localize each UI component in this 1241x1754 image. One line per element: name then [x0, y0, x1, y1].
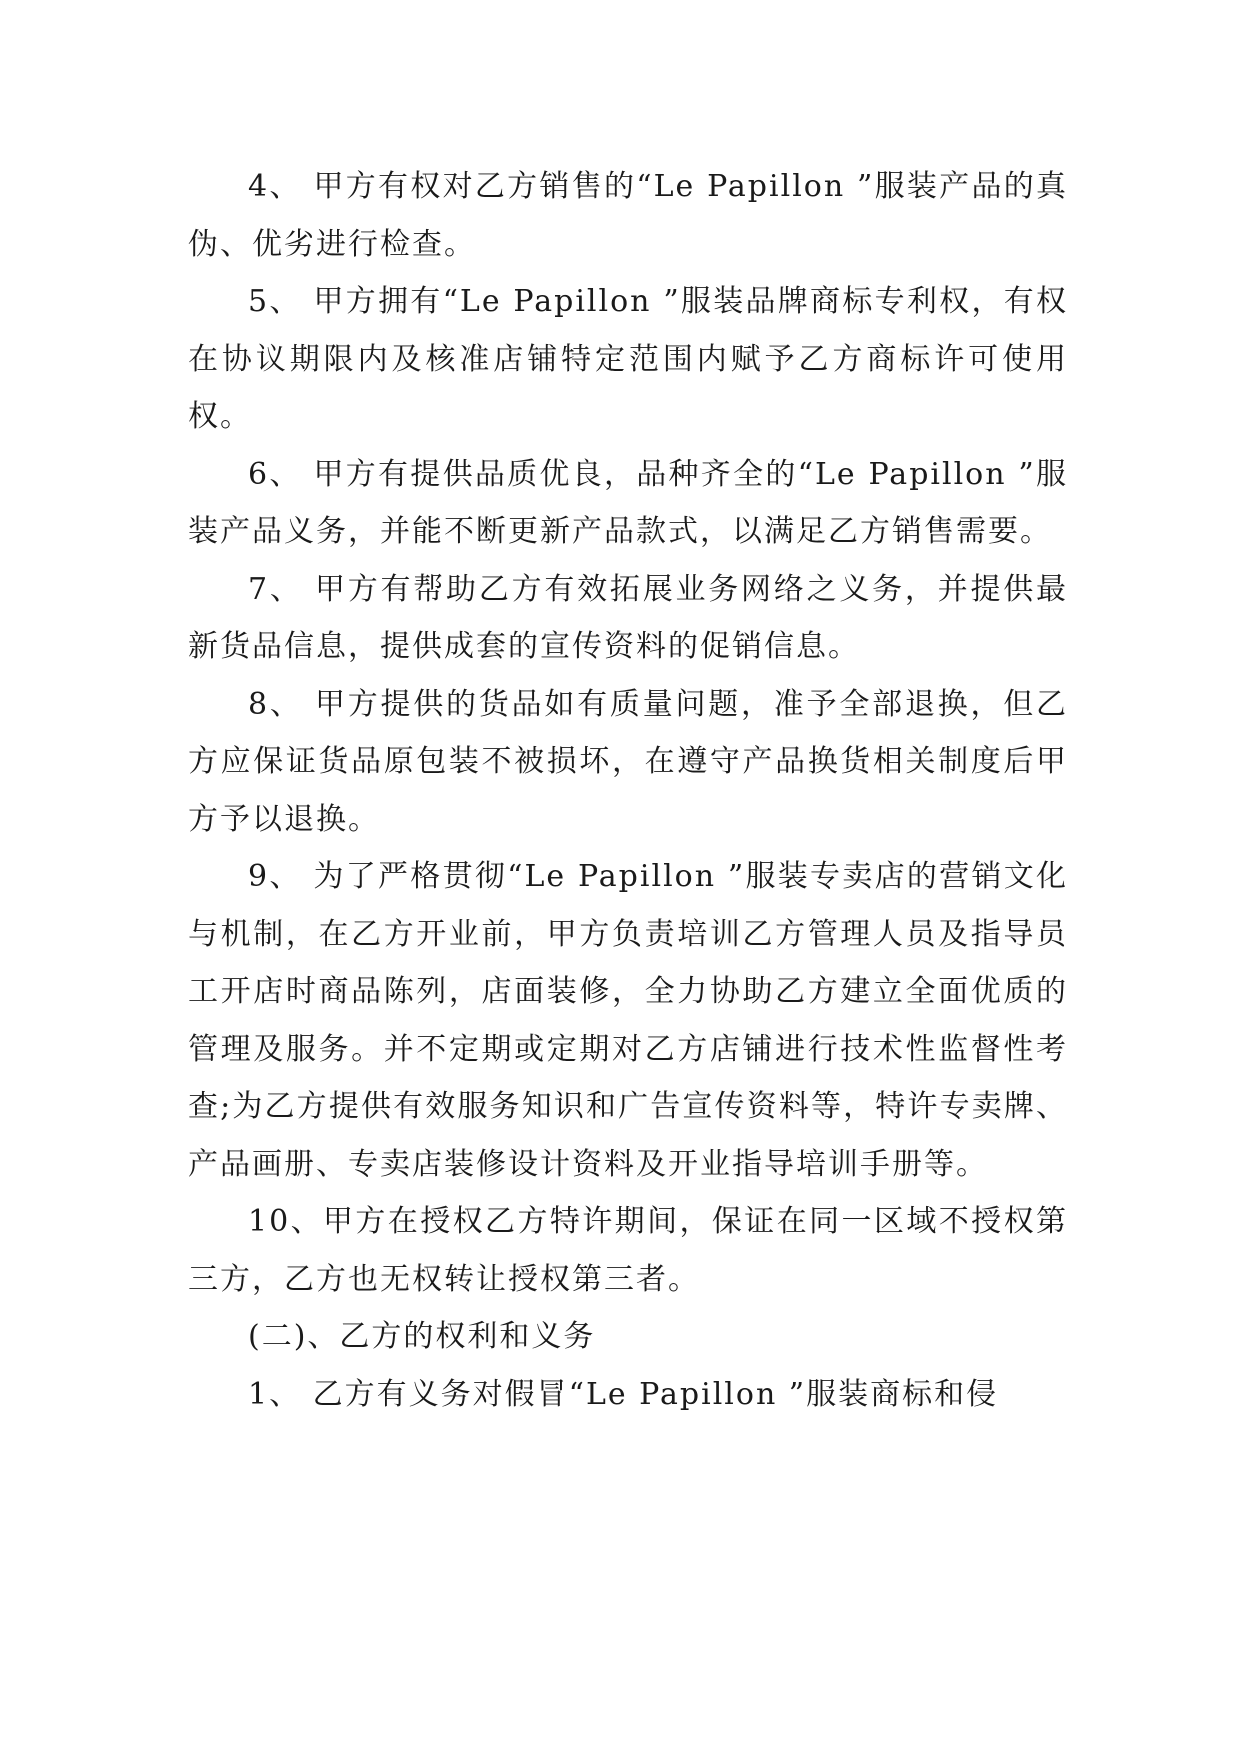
paragraph-clause-7: 7、 甲方有帮助乙方有效拓展业务网络之义务，并提供最新货品信息，提供成套的宣传资料的促销信息。 [188, 571, 1068, 664]
paragraph-clause-8: 8、 甲方提供的货品如有质量问题，准予全部退换，但乙方应保证货品原包装不被损坏，在遵守产品换货相关制度后甲方予以退换。 [188, 686, 1068, 837]
document-body [188, 158, 1068, 1423]
paragraph-clause-9: 9、 为了严格贯彻“Le Papillon ”服装专卖店的营销文化与机制，在乙方开业前，甲方负责培训乙方管理人员及指导员工开店时商品陈列，店面装修，全力协助乙方建立全面优质的管理及服务。并不定期或定期对乙方店铺进行技术性监督性考查;为乙方提供有效服务知识和广告宣传资料等，特许专卖牌、产品画册、专卖店装修设计资料及开业指导培训手册等。 [188, 859, 1068, 1182]
section-heading-party-b: (二)、乙方的权利和义务 [248, 1319, 596, 1354]
paragraph-clause-4: 4、 甲方有权对乙方销售的“Le Papillon ”服装产品的真伪、优劣进行检查。 [188, 169, 1068, 262]
paragraph-clause-5: 5、 甲方拥有“Le Papillon ”服装品牌商标专利权，有权在协议期限内及核准店铺特定范围内赋予乙方商标许可使用权。 [188, 284, 1068, 434]
paragraph-clause-6: 6、 甲方有提供品质优良，品种齐全的“Le Papillon ”服装产品义务，并能不断更新产品款式，以满足乙方销售需要。 [188, 456, 1068, 549]
paragraph-party-b-clause-1: 1、 乙方有义务对假冒“Le Papillon ”服装商标和侵 [248, 1376, 999, 1412]
paragraph-clause-10: 10、甲方在授权乙方特许期间，保证在同一区域不授权第三方，乙方也无权转让授权第三者。 [188, 1204, 1068, 1297]
